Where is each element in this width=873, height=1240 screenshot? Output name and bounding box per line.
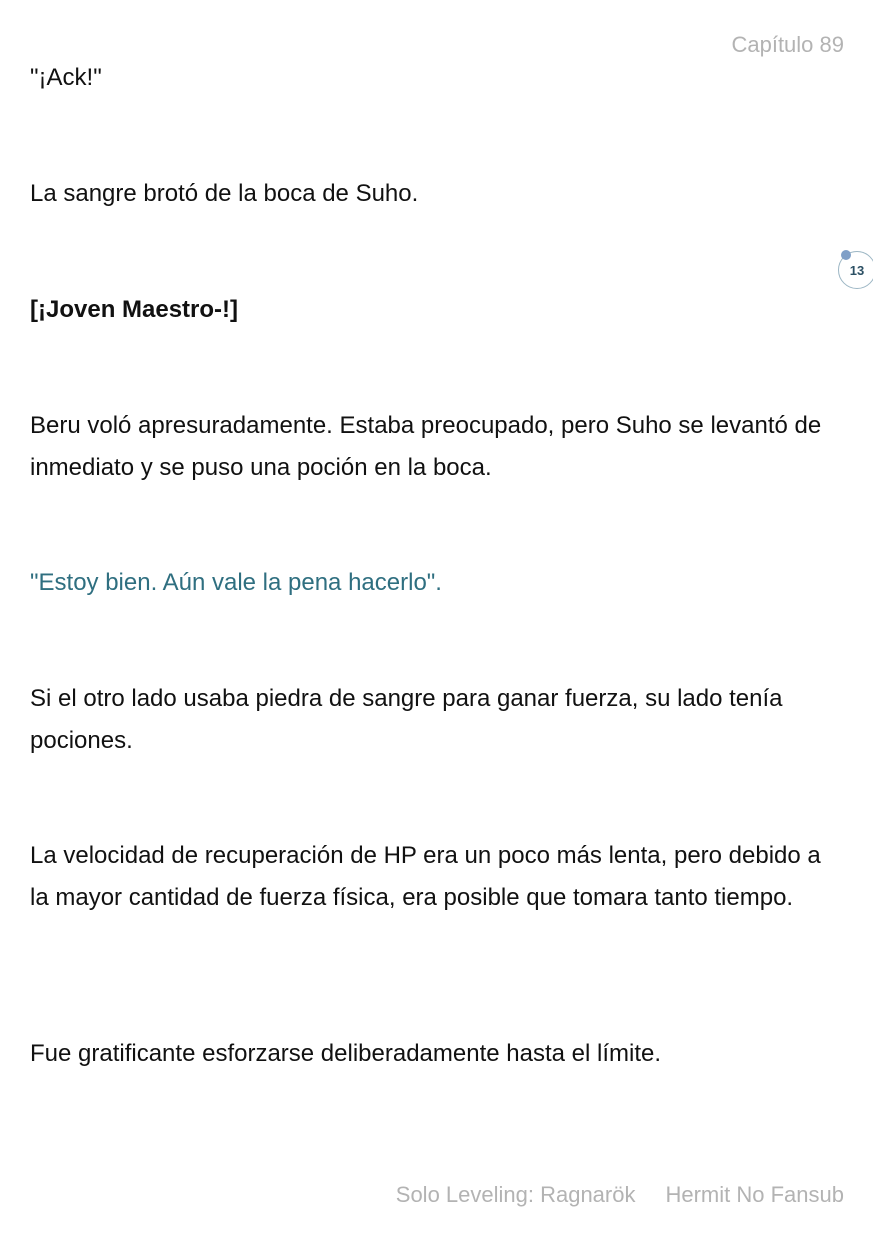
footer-novel-title: Solo Leveling: Ragnarök [395, 1182, 636, 1207]
footer-translator: Hermit No Fansub [665, 1182, 844, 1207]
chapter-label: Capítulo 89 [731, 32, 844, 57]
paragraph-dialogue: "Estoy bien. Aún vale la pena hacerlo". [30, 569, 442, 596]
badge-indicator-dot [841, 250, 851, 260]
page-number: 13 [849, 262, 865, 278]
paragraph-ack: "¡Ack!" [30, 64, 102, 91]
paragraph-limit: Fue gratificante esforzarse deliberadamente hasta el límite. [30, 1040, 661, 1067]
paragraph-system-message: [¡Joven Maestro-!] [30, 296, 239, 323]
footer [396, 1182, 844, 1208]
paragraph-blood: La sangre brotó de la boca de Suho. [30, 180, 419, 207]
paragraph-hp-recovery: La velocidad de recuperación de HP era un poco más lenta, pero debido a la mayor cantidad de fuerza física, era posible que tomara tanto tiempo. [30, 842, 821, 911]
paragraph-potions: Si el otro lado usaba piedra de sangre para ganar fuerza, su lado tenía pociones. [30, 685, 783, 754]
paragraph-beru: Beru voló apresuradamente. Estaba preocupado, pero Suho se levantó de inmediato y se puso una poción en la boca. [30, 412, 822, 481]
